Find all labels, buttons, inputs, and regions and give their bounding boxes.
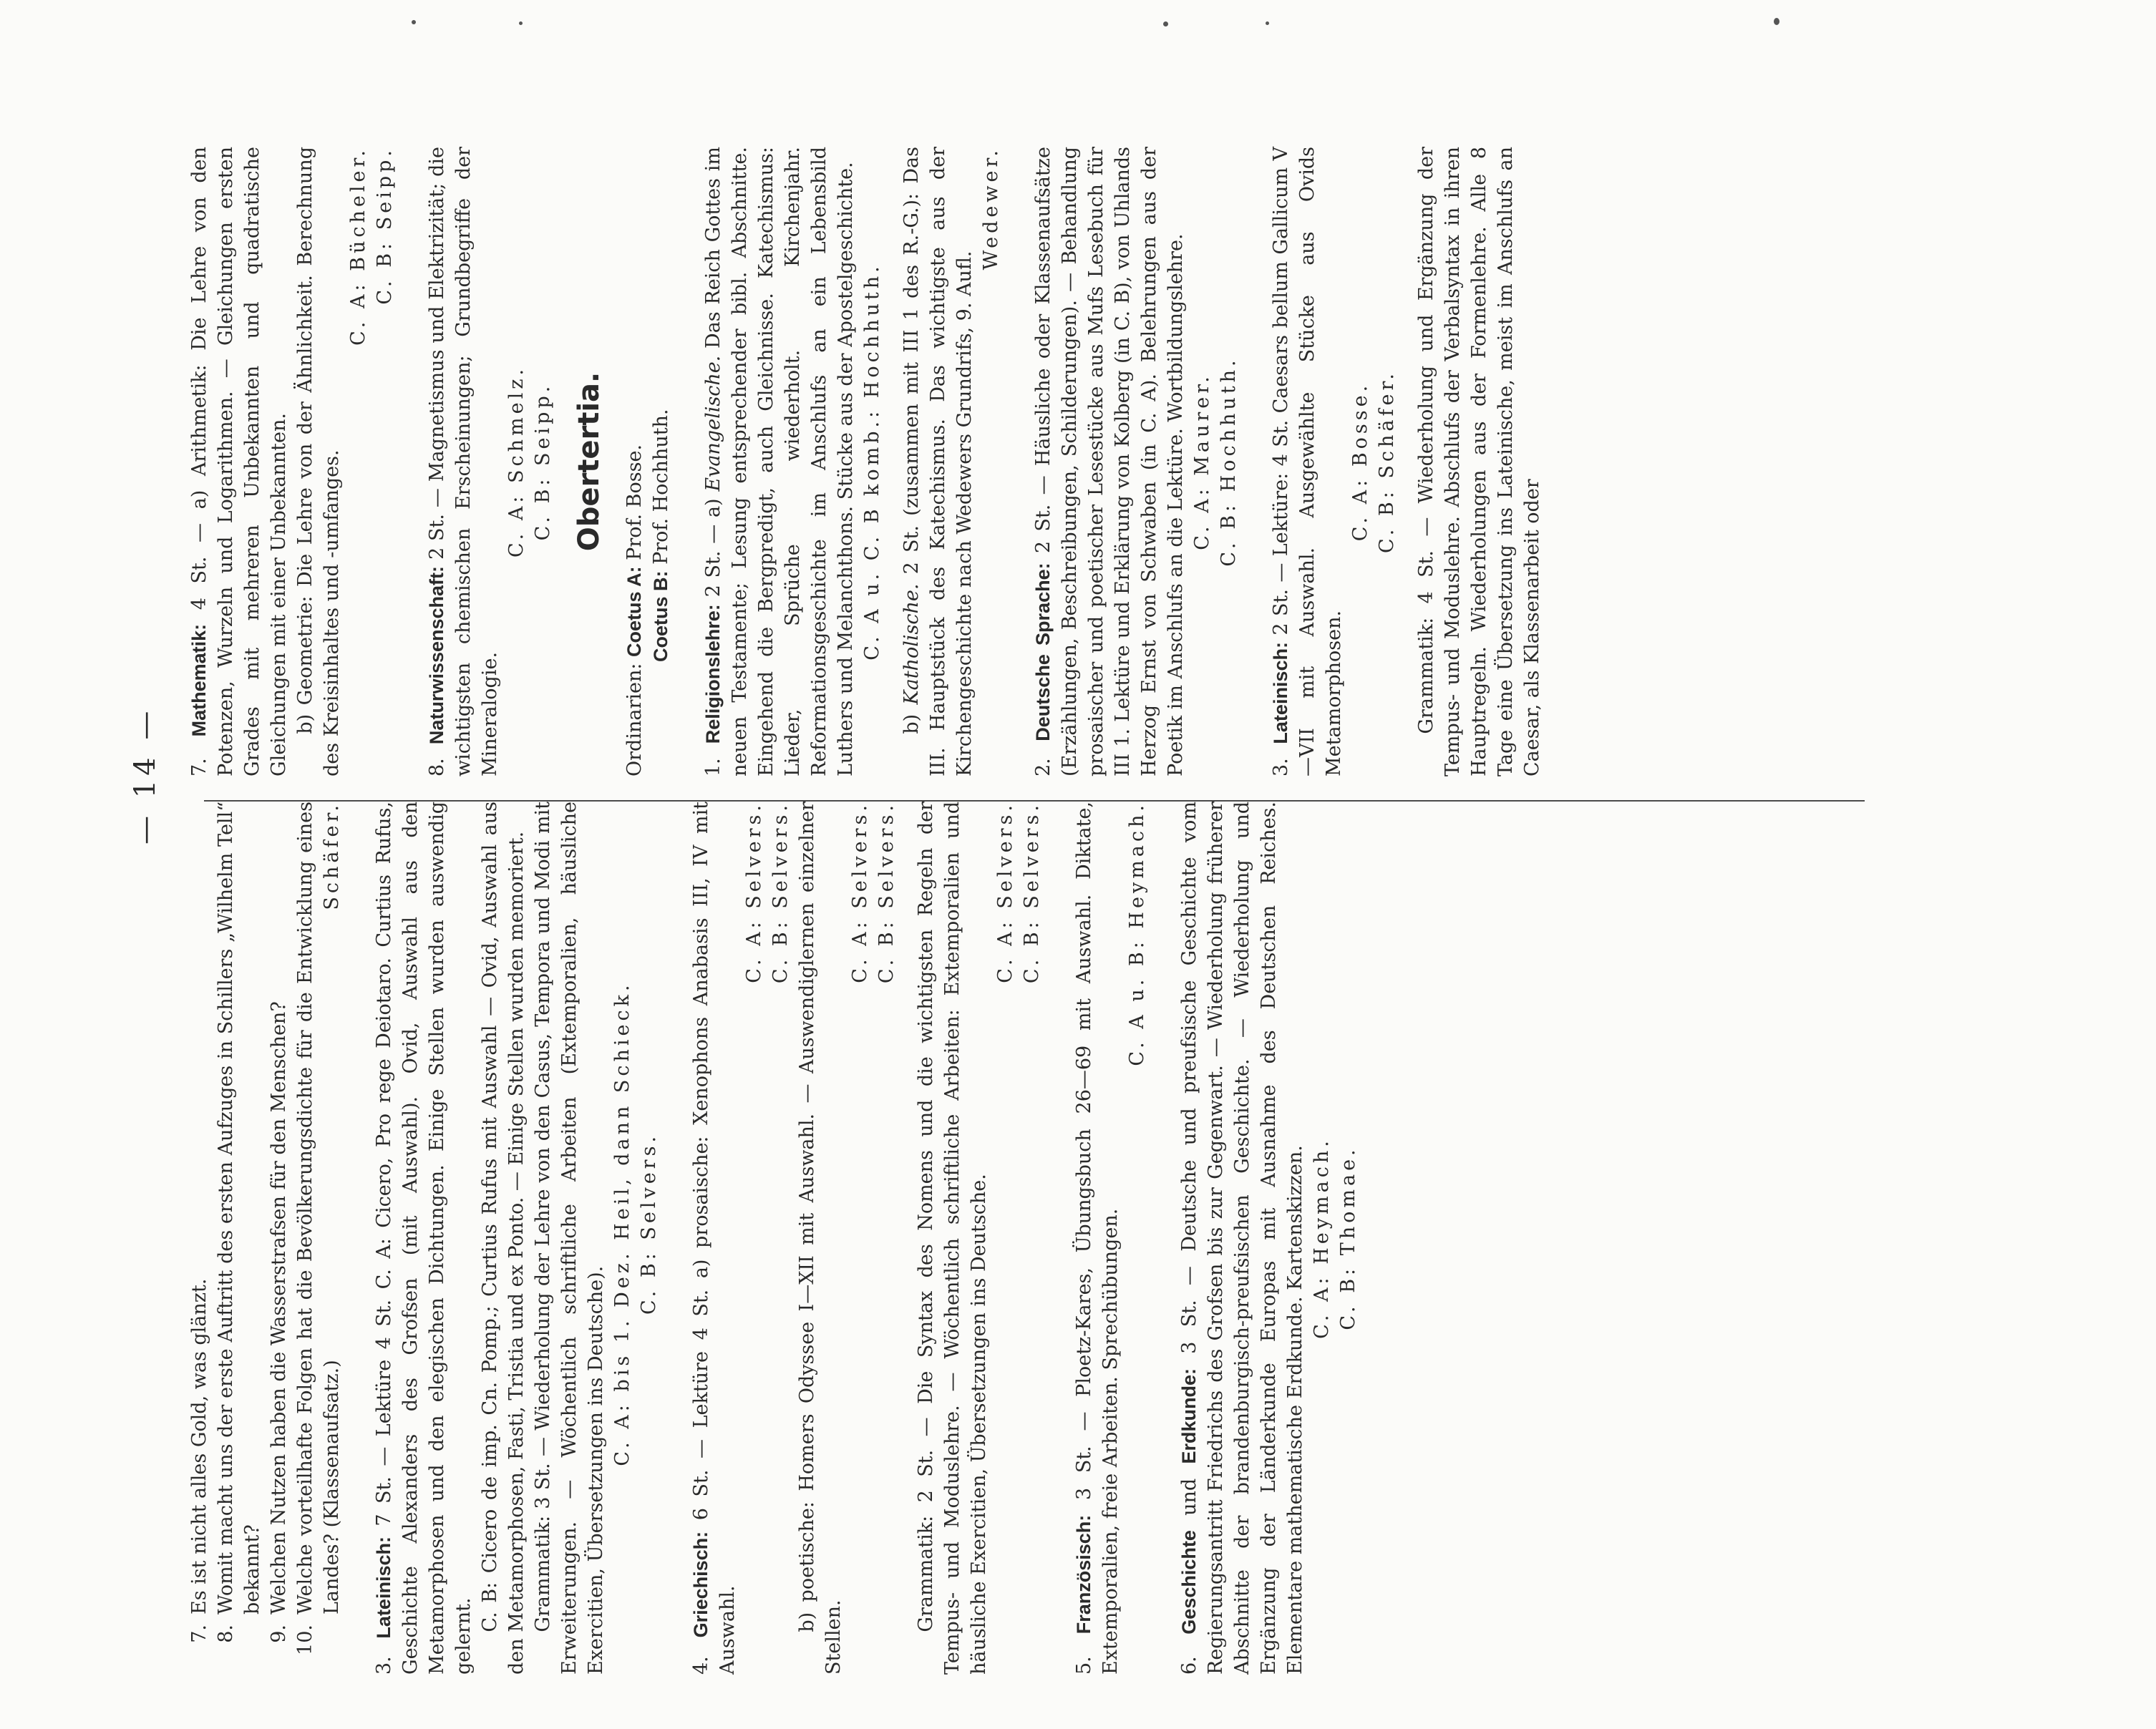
teacher-signature: C. A: Bücheler.	[347, 147, 369, 346]
section-text: 2 St. — a)	[702, 498, 724, 598]
section-number: 5.	[1073, 1656, 1095, 1675]
section-text: 2 St. — Häusliche oder Klassenaufsätze (Erzählungen, Beschreibungen, Schilderungen). — Behandlung prosaischer und poetischer Lesestücke aus Mufs Lesebuch für III 1. Lektüre und Erklärung von Kolberg (in C. B), von Uhlands Herzog Ernst von Schwaben (in C. A). Belehrungen aus der Poetik im Anschlufs an die Lektüre. Wortbildungslehre.	[1032, 147, 1187, 776]
section-text: 3 St. — Deutsche und preufsische Geschichte vom Regierungsantritt Friedrichs des Grofsen bis zur Gegenwart. — Wiederholung früherer Abschnitte der brandenburgisch-preufsischen Geschichte. — Wiederholung und Ergänzung der Länderkunde Europas mit Ausnahme des Deutschen Reiches. Elementare mathematische Erdkunde. Kartenskizzen.	[1178, 802, 1306, 1675]
section-text: b)	[900, 713, 923, 734]
essay-topics-list	[186, 802, 345, 1675]
section-text: Grammatik: 4 St. — Wiederholung und Ergänzung der Tempus- und Moduslehre. Abschlufs der Verbalsyntax in ihren Hauptregeln. Wiederholungen aus der Formenlehre. Alle 8 Tage eine Übersetzung ins Lateinische, meist im Anschlufs an Caesar, als Klassenarbeit oder	[1415, 147, 1543, 776]
class-title: Obertertia.	[573, 371, 606, 552]
section-text: 6 St. — Lektüre 4 St. a) prosaische: Xenophons Anabasis III, IV mit Auswahl.	[690, 802, 739, 1675]
subject-heading: Religionslehre:	[702, 604, 724, 744]
scan-speck	[1774, 18, 1779, 25]
section-number: 4.	[690, 1656, 712, 1675]
topic-number: 8.	[215, 1625, 237, 1643]
section-religion	[700, 147, 1004, 776]
teacher-signature: C. A: Selvers.	[849, 802, 871, 983]
section-naturwissenschaft	[424, 147, 556, 776]
scan-speck	[412, 20, 416, 24]
section-number: 8.	[426, 758, 448, 776]
section-number: 3.	[373, 1656, 395, 1675]
topic-text	[292, 802, 345, 1614]
subject-heading: Französisch:	[1073, 1514, 1094, 1635]
teacher-signature: C. B: Selvers.	[769, 802, 792, 984]
section-text: 4 St. — a) Arithmetik: Die Lehre von den Potenzen, Wurzeln und Logarithmen. — Gleichungen ersten Grades mit mehreren Unbekannten und quadratische Gleichungen mit einer Unbekannten.	[188, 147, 290, 776]
section-number: 2.	[1032, 758, 1054, 776]
section-mathematik	[186, 147, 398, 776]
section-text: Das Reich Gottes im neuen Testamente; Lesung entsprechender bibl. Abschnitte. Eingehend die Bergpredigt, auch Gleichnisse. Katechismus: Lieder, Sprüche wiederholt. Kirchenjahr. Reformationsgeschichte im Anschlufs an ein Lebensbild Luthers und Melanchthons. Stücke aus der Apostelgeschichte.	[702, 147, 857, 776]
section-text: 3 St. — Ploetz-Kares, Übungsbuch 26—69 mit Auswahl. Diktate, Extemporalien, freie Arbeiten. Sprechübungen.	[1073, 802, 1122, 1675]
section-geschichte	[1176, 802, 1361, 1675]
teacher-signature: C. A u. B: Heymach.	[1126, 802, 1148, 1066]
scan-speck	[1163, 21, 1168, 26]
denomination-label: Evangelische.	[702, 355, 724, 492]
teacher-signature: C. A: Selvers.	[994, 802, 1016, 983]
teacher-signature: C. B: Schäfer.	[1376, 370, 1398, 553]
ordinarien-block	[621, 147, 674, 776]
section-text: 7 St. — Lektüre 4 St. C. A: Cicero, Pro rege Deiotaro. Curtius Rufus, Geschichte Alexanders des Grofsen (mit Auswahl). Ovid, Auswahl aus den Metamorphosen und den elegischen Dichtungen. Einige Stellen wurden auswendig gelernt.	[373, 802, 475, 1675]
coetus-label: Coetus A:	[623, 566, 645, 657]
essay-topic	[213, 802, 266, 1675]
section-griechisch	[688, 802, 1045, 1675]
section-number: 1.	[702, 758, 724, 776]
subject-heading: Naturwissenschaft:	[426, 565, 447, 745]
section-text: Grammatik: 3 St. — Wiederholung der Lehre von den Casus, Tempora und Modi mit Erweiterungen. — Wöchentlich schriftliche Arbeiten (Extemporalien, häusliche Exercitien, Übersetzungen ins Deutsche).	[532, 802, 607, 1675]
teacher-signature: C. B: Selvers.	[1021, 802, 1043, 984]
section-text: Grammatik: 2 St. — Die Syntax des Nomens und die wichtigsten Regeln der Tempus- und Moduslehre. — Wöchentlich schriftliche Arbeiten: Extemporalien und häusliche Exercitien, Übersetzungen ins Deutsche.	[915, 802, 990, 1675]
subject-heading: Erdkunde:	[1178, 1368, 1200, 1464]
topic-text: Welchen Nutzen haben die Wasserstrafsen für den Menschen?	[268, 1001, 290, 1614]
topic-text: Es ist nicht alles Gold, was glänzt.	[188, 1278, 210, 1614]
subject-heading: Lateinisch:	[1270, 642, 1291, 744]
subject-heading: Lateinisch:	[373, 1536, 394, 1639]
section-text: 2 St. — Lektüre: 4 St. Caesars bellum Gallicum V—VII mit Auswahl. Ausgewählte Stücke aus Ovids Metamorphosen.	[1270, 147, 1345, 776]
subject-heading: Deutsche Sprache:	[1032, 562, 1054, 741]
topic-text-body: Welche vorteilhafte Folgen hat die Bevölkerungsdichte für die Entwicklung eines Landes? (Klassenaufsatz.)	[294, 802, 343, 1614]
upper-column	[186, 147, 1543, 776]
lower-column	[186, 802, 1359, 1675]
section-text: b) Geometrie: Die Lehre von der Ähnlichkeit. Berechnung des Kreisinhaltes und -umfanges.	[294, 147, 343, 776]
essay-topic	[292, 802, 345, 1675]
subject-heading: Griechisch:	[690, 1531, 712, 1638]
teacher-signature: C. B: Thomae.	[1337, 1146, 1359, 1330]
teacher-signature: C. A: Selvers.	[743, 802, 765, 983]
topic-text: Womit macht uns der erste Auftritt des ersten Aufzuges in Schillers „Wilhelm Tell“ bekannt?	[215, 802, 263, 1614]
teacher-signature: C. B: Hochhuth.	[1218, 356, 1240, 567]
scan-speck	[1266, 21, 1269, 25]
coetus-label: Coetus B:	[650, 570, 671, 662]
section-text: C. B: Cicero de imp. Cn. Pomp.; Curtius Rufus mit Auswahl — Ovid, Auswahl aus den Metamorphosen, Fasti, Tristia und ex Ponto. — Einige Stellen wurden memoriert.	[479, 802, 528, 1675]
topic-number: 7.	[188, 1625, 210, 1643]
coetus-teacher: Prof. Bosse.	[623, 444, 646, 560]
teacher-signature: C. A: Heymach.	[1311, 1137, 1333, 1339]
teacher-signature: C. A: Bosse.	[1349, 381, 1371, 542]
teacher-signature: Schäfer.	[321, 802, 343, 910]
section-franzoesisch	[1071, 802, 1150, 1675]
teacher-signature: C. B: Selvers.	[875, 802, 898, 984]
scan-speck	[519, 21, 523, 25]
teacher-signature: C. B: Seipp.	[374, 147, 396, 305]
denomination-label: Katholische.	[900, 583, 923, 705]
section-text: 2 St. (zusammen mit III 1 des R.-G.): Das III. Hauptstück des Katechismus. Das wichtigste aus der Kirchengeschichte nach Wedewers Grundrifs, 9. Aufl.	[900, 147, 976, 776]
topic-number: 9.	[268, 1625, 290, 1643]
subject-heading: Mathematik:	[188, 623, 210, 737]
ordinarien-label: Ordinarien:	[623, 663, 646, 776]
section-number: 3.	[1270, 758, 1292, 776]
essay-topic	[186, 802, 213, 1675]
teacher-signature: C. A: Maurer.	[1191, 373, 1213, 550]
teacher-signature: C. B: Seipp.	[532, 382, 554, 541]
subject-heading: Geschichte	[1178, 1530, 1200, 1635]
section-deutsch	[1030, 147, 1242, 776]
section-text: b) poetische: Homers Odyssee I—XII mit Auswahl. — Auswendiglernen einzelner Stellen.	[796, 802, 845, 1675]
section-number: 7.	[188, 758, 210, 776]
section-text: 2 St. — Magnetismus und Elektrizität; die wichtigsten chemischen Erscheinungen; Grundbegriffe der Mineralogie.	[426, 147, 501, 776]
section-latein-upper	[1268, 147, 1545, 776]
essay-topic	[266, 802, 292, 1675]
teacher-signature: C. A u. C. B komb.: Hochhuth.	[861, 263, 883, 661]
teacher-signature: C. B: Selvers.	[638, 1132, 660, 1315]
connector-word: und	[1178, 1478, 1200, 1516]
teacher-signature: C. A: bis 1. Dez. Heil, dann Schieck.	[611, 981, 633, 1466]
topic-number: 10.	[294, 1625, 316, 1655]
coetus-teacher: Prof. Hochhuth.	[650, 409, 672, 565]
page-number: — 14 —	[129, 706, 162, 844]
section-number: 6.	[1178, 1656, 1200, 1675]
teacher-signature: Wedewer.	[980, 147, 1002, 271]
teacher-signature: C. A: Schmelz.	[505, 365, 528, 558]
section-latein-lower	[371, 802, 662, 1675]
